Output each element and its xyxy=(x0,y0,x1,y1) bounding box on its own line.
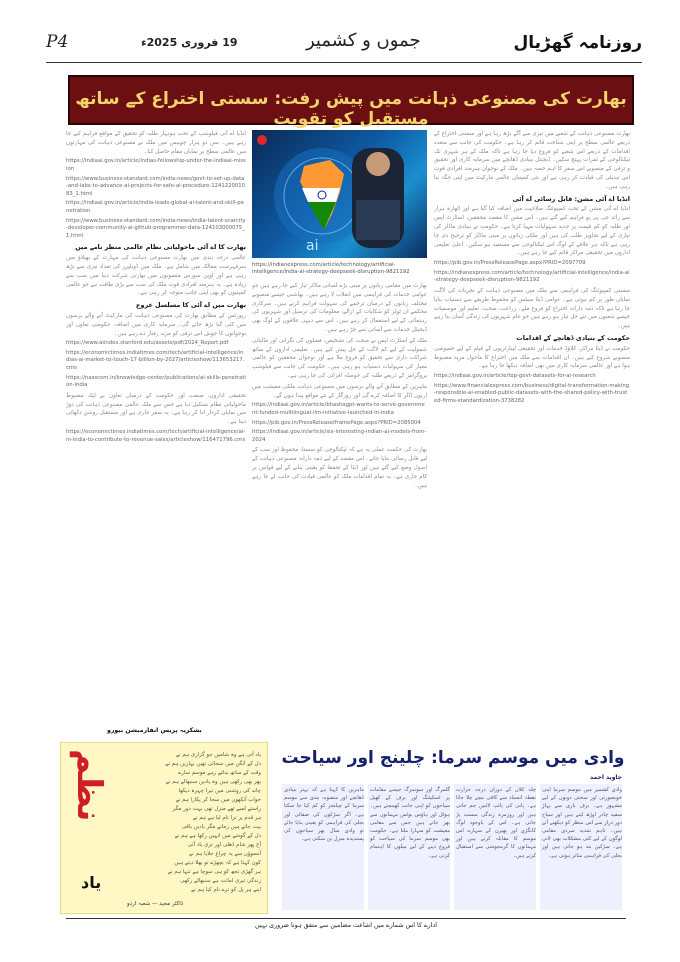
reference-link[interactable]: https://economictimes.indiatimes.com/tech/artificial-intelligence/ai-in-india-to-contribute-to-revenue-sales/articleshow/116471796.cms xyxy=(66,429,246,443)
feature-body xyxy=(282,784,624,910)
reference-link[interactable]: https://www.business-standard.com/india-news/govt-to-set-up-data-and-labs-to-advance-ai-projects-for-safe-ai-procedure-124122001083_1.html xyxy=(66,175,245,197)
feature-column: چلہ کلاں کے دوران درجہ حرارت نقطہ انجماد سے کافی نیچے چلا جاتا ہے۔ پانی کی پائپ لائنیں جم جاتی ہیں اور روزمرہ زندگی سست پڑ جاتی ہے۔ اس کے باوجود لوگ کانگڑی اور پھیرن کے سہارے اس موسم کا مقابلہ کرتے ہیں اور مہمانوں کا گرمجوشی سے استقبال کرتے ہیں۔ xyxy=(456,787,536,859)
reference-link[interactable]: https://indiaai.gov.in/article/indias-fellowship-under-the-indiaai-mission xyxy=(66,158,246,172)
reference-link[interactable]: https://pib.gov.in/PressReleaseIframePage.aspx?PRID=2085004 xyxy=(252,419,421,426)
body-text: سستی کمپیوٹنگ کی فراہمی سے ملک میں مصنوعی ذہانت کے تجربات کی لاگت نمایاں طور پر کم ہوئی ہے۔ عوامی ڈیٹا سیٹس کو محفوظ طریقے سے دستیاب بنایا جا رہا ہے تاکہ ذمہ دارانہ اختراع کو فروغ ملے۔ زراعت، صحت، تعلیم اور موسمیات جیسے شعبوں میں نئے حل تیار ہو رہے ہیں جو عام شہریوں کی زندگی آسان بنا رہے ہیں۔ xyxy=(434,287,630,330)
body-text: تحقیقی اداروں، صنعت اور حکومت کے درمیان تعاون نے ایک مضبوط ماحولیاتی نظام تشکیل دیا ہے جس سے ملک عالمی مصنوعی ذہانت کی دوڑ میں نمایاں کردار ادا کر رہا ہے۔ یہ سفر جاری ہے اور مستقبل روشن دکھائی دیتا ہے۔ xyxy=(66,392,246,426)
body-text: عالمی درجہ بندی میں بھارت مصنوعی ذہانت کی مہارت کے پھیلاؤ میں سرفہرست ممالک میں شامل ہے۔ ملک میں ڈویلپرز کی تعداد تیزی سے بڑھ رہی ہے اور اوپن سورس منصوبوں میں بھارتی شرکت دنیا میں سب سے زیادہ ہے۔ یہ ہنرمند افرادی قوت ملک کی سب سے بڑی طاقت ہے جو عالمی کمپنیوں کو بھی اپنی جانب متوجہ کر رہی ہے۔ xyxy=(66,255,246,297)
body-text: حکومت نے ڈیٹا مراکز، کلاؤڈ خدمات اور تحقیقی لیبارٹریوں کے قیام کے لیے خصوصی منصوبے شروع کیے ہیں۔ ان اقدامات سے ملک میں اختراع کا ماحول مزید مضبوط ہوا ہے اور عالمی سرمایہ کاری میں بھی اضافہ دیکھا جا رہا ہے۔ xyxy=(434,345,630,370)
region-title: جموں و کشمیر xyxy=(306,30,421,51)
poem-subtitle: یاد xyxy=(81,873,102,892)
feature-article xyxy=(280,742,626,912)
poem-box xyxy=(60,742,268,914)
reference-link[interactable]: https://indianexpress.com/article/technology/artificial-intelligence/india-ai-strategy-deepseek-disruption-9821192 xyxy=(434,269,630,284)
issue-date: 19 فروری 2025ء xyxy=(141,36,238,49)
body-text: انڈیا اے آئی فیلوشپ کے تحت ہونہار طلبہ کو تحقیق کے مواقع فراہم کیے جا رہے ہیں۔ سن دو ہزار چوبیس میں ملک نے مصنوعی ذہانت کی مہارتوں میں عالمی سطح پر نمایاں مقام حاصل کیا۔ xyxy=(66,131,246,155)
feature-column: گلمرگ اور سونمرگ جیسے مقامات پر اسکیئنگ اور برف کے کھیل سیاحوں کو اپنی جانب کھینچتے ہیں۔ ہوٹل اور ہاؤس بوٹس مہمانوں سے بھر جاتے ہیں جس سے مقامی معیشت کو سہارا ملتا ہے۔ حکومت بھی موسم سرما کی سیاحت کو فروغ دینے کے لیے میلوں کا اہتمام کرتی ہے۔ xyxy=(370,787,450,859)
press-bureau-credit: بشکریہ پریس انفارمیشن بیورو xyxy=(107,727,202,734)
masthead xyxy=(46,26,642,63)
reference-link[interactable]: https://www.financialexpress.com/business/digital-transformation-making-responsible-ai-enabled-public-datasets-with-the-shared-policy-with-trusted-firms-standardization-3738282 xyxy=(434,382,630,404)
main-headline: بھارت کی مصنوعی ذہانت میں پیش رفت: سستی اختراع کے ساتھ مستقبل کو تقویت xyxy=(75,89,627,129)
poem-title: نظم xyxy=(69,749,109,822)
article-column-left xyxy=(66,130,246,726)
ai-india-illustration xyxy=(252,130,427,258)
reference-link[interactable]: https://nasscom.in/knowledge-center/publications/ai-skills-penetration-india xyxy=(66,374,246,389)
poem-verses: یاد آتی ہے وہ شامیں جو گزاری ہم نے دل کے آنگن میں سجائی تھیں بہاریں ہم نے وقت کے ساتھ بدلتے رہے موسم سارے پھر بھی رکھی ہیں وہ یادیں سنبھالے ہم نے چاند کی روشنی میں تیرا چہرہ دیکھا خواب آنکھوں میں سجا کر پکارا ہم نے راستے لمبے تھے منزل تھی بہت دور مگر ہر قدم پر ترا نام لیا ہے ہم نے بیت جاتے ہیں زمانے مگر یادیں باقی دل کے گوشے میں انہیں رکھا ہے ہم نے آج پھر شام ڈھلی اور تری یاد آئی آنسوؤں سے یہ چراغ جلایا ہم نے کون کہتا ہے کہ بچھڑے تو بھلا دیتے ہیں ہر گھڑی تجھ کو ہی سوچا ہے تنہا ہم نے زندگی تیری امانت ہے سنبھالے رکھی اپنے ہر پل کو ترے نام کیا ہم نے xyxy=(165,752,261,893)
page-number: P4 xyxy=(46,32,69,52)
reference-link[interactable]: https://indiaai.gov.in/article/india-leads-global-ai-talent-and-skill-penetration xyxy=(66,200,244,214)
reference-link[interactable]: https://indiaai.gov.in/article/top-govt-datasets-for-ai-research xyxy=(434,373,596,380)
body-text: رپورٹس کے مطابق بھارت کی مصنوعی ذہانت کی مارکیٹ آنے والے برسوں میں کئی گنا بڑھ جائے گی۔ سرمایہ کاری میں اضافہ، حکومتی تعاون اور نوجوانوں کا جوش اس ترقی کو مزید رفتار دے رہے ہیں۔ xyxy=(66,312,246,337)
section-subhead: حکومت کے بنیادی ڈھانچے کے اقدامات xyxy=(516,333,630,342)
reference-link[interactable]: https://www.aiindex.stanford.edu/assets/pdf/2024_Report.pdf xyxy=(66,340,229,347)
reference-link[interactable]: https://economictimes.indiatimes.com/tech/artificial-intelligence/indias-ai-market-to-touch-17-billion-by-2027/articleshow/113653217.cms xyxy=(66,349,245,372)
feature-headline: وادی میں موسم سرما: چلینج اور سیاحت xyxy=(281,748,625,768)
feature-column: ماہرین کا کہنا ہے کہ بہتر بنیادی ڈھانچے اور منصوبہ بندی سے موسم سرما کے چیلنجز کو کم کیا جا سکتا ہے۔ اگر سڑکوں کی صفائی اور بجلی کی فراہمی کو یقینی بنایا جائے تو وادی سال بھر سیاحوں کی پسندیدہ منزل بن سکتی ہے۔ xyxy=(284,787,364,843)
ai-badge: ai xyxy=(306,238,319,254)
headline-banner xyxy=(68,75,634,129)
newspaper-name: روزنامہ گھڑیال xyxy=(513,33,642,53)
footer-disclaimer: ادارے کا اس شمارے میں اشاعت مضامین سے متفق ہونا ضروری نہیں xyxy=(66,918,626,933)
poem-signature: ڈاکٹر مجید — شعبہ اردو xyxy=(127,901,184,907)
reference-link[interactable]: https://indiaai.gov.in/article/bhashagpt-wants-to-serve-government-funded-multilingual-llm-initiative-launched-in-india xyxy=(252,402,425,416)
article-photo xyxy=(252,130,427,258)
reference-link[interactable]: https://www.business-standard.com/india-news/india-talent-scarcity-developer-community-ai-github-programmer-data-124103000075_1.html xyxy=(66,217,246,239)
feature-byline: جاوید احمد xyxy=(590,774,622,781)
reference-link[interactable]: https://pib.gov.in/PressReleasePage.aspx?PRID=2097709 xyxy=(434,260,586,267)
section-subhead: بھارت میں اے آئی کا مسلسل عروج xyxy=(135,301,246,310)
article-column-middle xyxy=(252,282,427,737)
section-subhead: بھارت کا اے آئی ماحولیاتی نظام عالمی منظر نامے میں xyxy=(75,243,246,252)
body-text: بھارت مصنوعی ذہانت کے شعبے میں تیزی سے آگے بڑھ رہا ہے اور سستی اختراع کے ذریعے عالمی سطح پر اپنی شناخت قائم کر رہا ہے۔ حکومت کی جانب سے متعدد اقدامات کے ذریعے اس شعبے کو فروغ دیا جا رہا ہے تاکہ ملک کے ہر شہری تک ٹیکنالوجی کے ثمرات پہنچ سکیں۔ ڈیجیٹل بنیادی ڈھانچے میں سرمایہ کاری اور تحقیق و ترقی کے منصوبے اس سفر کا اہم حصہ ہیں۔ ملک کے نوجوان ہنرمند افرادی قوت اس تبدیلی کی قیادت کر رہی ہے اور نئی کمپنیاں عالمی مارکیٹ میں اپنی جگہ بنا رہی ہیں۔ xyxy=(434,131,630,190)
body-text: ماہرین کے مطابق آنے والے برسوں میں مصنوعی ذہانت ملکی معیشت میں اربوں ڈالر کا اضافہ کرے گی اور روزگار کے نئے مواقع پیدا ہوں گے۔ xyxy=(252,383,427,399)
reference-link[interactable]: https://indiaai.gov.in/article/six-interesting-indian-ai-models-from-2024 xyxy=(252,429,427,443)
article-column-right xyxy=(434,130,630,735)
body-text: ملک کے اسٹارٹ اپس نے صحت کی تشخیص، فصلوں کی نگرانی اور مالیاتی شمولیت کے لیے کم لاگت کے حل پیش کیے ہیں۔ تعلیمی اداروں کے ساتھ شراکت داری سے تحقیق کو فروغ ملا ہے اور نوجوان محققین کو عالمی معیار کی سہولیات دستیاب ہو رہی ہیں۔ حکومت کی جانب سے فیلوشپ پروگرامز کے ذریعے طلبہ کی حوصلہ افزائی کی جا رہی ہے۔ xyxy=(252,337,427,379)
photo-caption-link[interactable]: https://indianexpress.com/article/technology/artificial-intelligence/india-ai-strategy-deepseek-disruption-9821192 xyxy=(252,262,410,276)
feature-column: وادی کشمیر میں موسم سرما اپنی خوبصورتی اور سختی دونوں کے لیے مشہور ہے۔ برف باری سے پہاڑ سفید چادر اوڑھ لیتے ہیں اور سیاح دور دراز سے اس منظر کو دیکھنے آتے ہیں۔ تاہم شدید سردی مقامی لوگوں کے لیے کئی مشکلات بھی لاتی ہے۔ سڑکیں بند ہو جاتی ہیں اور بجلی کی فراہمی متاثر ہوتی ہے۔ xyxy=(542,787,622,859)
section-subhead: انڈیا اے آئی مشن: قابل رسائی اے آئی xyxy=(512,194,630,203)
body-text: انڈیا اے آئی مشن کے تحت کمپیوٹنگ صلاحیت میں اضافہ کیا گیا ہے اور اٹھارہ ہزار سے زائد جی پی یو فراہم کیے گئے ہیں۔ اس مشن کا مقصد محققین، اسٹارٹ اپس اور طلبہ کو کم قیمت پر جدید سہولیات مہیا کرنا ہے۔ حکومت نے بنیادی ماڈلز کی تیاری کے لیے تجاویز طلب کی ہیں اور ملکی زبانوں پر مبنی ماڈلز کو ترجیح دی جا رہی ہے تاکہ ہر علاقے کے لوگ اس ٹیکنالوجی سے مستفید ہو سکیں۔ اعلیٰ تعلیمی اداروں میں تحقیقی مراکز قائم کیے جا رہے ہیں۔ xyxy=(434,206,630,257)
body-text: بھارت میں مقامی زبانوں پر مبنی بڑے لسانی ماڈلز تیار کیے جا رہے ہیں جو عوامی خدمات کی فراہمی میں انقلاب لا رہے ہیں۔ بھاشنی جیسے منصوبے مختلف زبانوں کے درمیان ترجمے کی سہولت فراہم کرتے ہیں۔ سرکاری محکمے ان ٹولز کو شکایات کے ازالے، معلومات کی ترسیل اور شہریوں کی رہنمائی کے لیے استعمال کر رہے ہیں۔ اس سے دیہی علاقوں کے لوگ بھی ڈیجیٹل خدمات سے آسانی سے جڑ رہے ہیں۔ xyxy=(252,283,427,333)
body-text: بھارت کی حکمت عملی یہ ہے کہ ٹیکنالوجی کو سستا، محفوظ اور سب کے لیے قابل رسائی بنایا جائے۔ اس مقصد کے لیے ذمہ دارانہ مصنوعی ذہانت کے اصول وضع کیے گئے ہیں اور ڈیٹا کے تحفظ کو یقینی بنانے کے لیے قوانین پر کام جاری ہے۔ یہ تمام اقدامات ملک کو عالمی قیادت کی جانب لے جا رہے ہیں۔ xyxy=(252,447,427,489)
